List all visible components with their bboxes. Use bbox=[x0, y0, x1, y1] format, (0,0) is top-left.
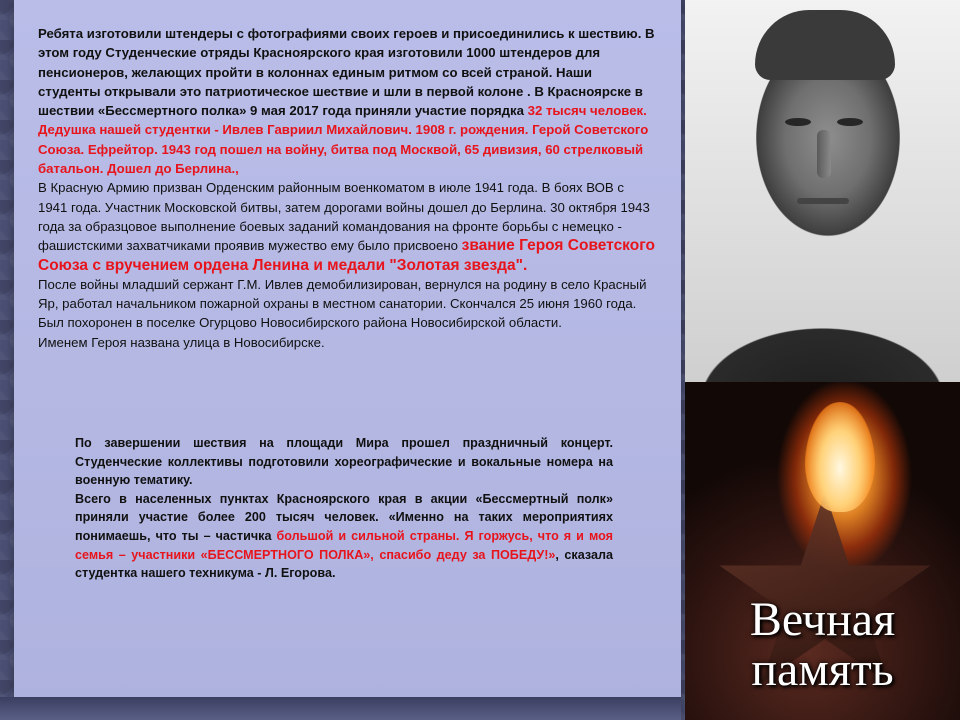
hero-title-award: звание Героя Советского Союза с вручением ордена Ленина и медали "Золотая звезда". bbox=[38, 237, 655, 274]
concert-paragraph: По завершении шествия на площади Мира прошел праздничный концерт. Студенческие коллективы подготовили хореографические и вокальные номера на военную тематику. bbox=[75, 436, 613, 488]
service-paragraph: В Красную Армию призван Орденским районным военкоматом в июле 1941 года. В боях ВОВ с 1941 года. Участник Московской битвы, затем дорогами войны дошел до Берлина. 30 октября 1943 года за образцовое выполнение боевых заданий командования на фронте борьбы с немецко - фашистскими захватчиками проявив мужество ему было присвоено звание Героя Советского Союза с вручением ордена Ленина и медали "Золотая звезда". bbox=[38, 180, 655, 274]
march-paragraph: Ребята изготовили штендеры с фотографиями своих героев и присоединились к шествию. В этом году Студенческие отряды Красноярского края изготовили 1000 штендеров для пенсионеров, желающих пройти в колоннах единым ритмом со всей страной. Наши студенты открывали это патриотическое шествие и шли в первой колоне . В Красноярске в шествии «Бессмертного полка» 9 мая 2017 года приняли участие порядка 32 тысяч человек. bbox=[38, 26, 655, 119]
student-quote: большой и сильной страны. Я горжусь, что я и моя семья – участники «БЕССМЕРТНОГО ПОЛКА», спасибо деду за ПОБЕДУ!» bbox=[75, 528, 613, 562]
bottom-strip bbox=[0, 697, 681, 720]
grandfather-paragraph: Дедушка нашей студентки - Ивлев Гавриил Михайлович. 1908 г. рождения. Герой Советского Союза. Ефрейтор. 1943 год пошел на войну, битва под Москвой, 65 дивизия, 60 стрелковый батальон. Дошел до Берлина., bbox=[38, 122, 649, 177]
caption-line-2: память bbox=[751, 643, 894, 696]
hero-story-text bbox=[38, 24, 656, 352]
participants-count: 32 тысяч человек. bbox=[527, 103, 647, 119]
caption-line-1: Вечная bbox=[749, 593, 896, 646]
quote-paragraph: Всего в населенных пунктах Красноярского края в акции «Бессмертный полк» приняли участие более 200 тысяч человек. «Именно на таких мероприятиях понимаешь, что ты – частичка большой и сильной страны. Я горжусь, что я и моя семья – участники «БЕССМЕРТНОГО ПОЛКА», спасибо деду за ПОБЕДУ!», сказала студентка нашего техникума - Л. Егорова. bbox=[75, 491, 613, 581]
concert-text bbox=[75, 434, 613, 583]
flame-icon bbox=[805, 402, 875, 512]
postwar-paragraph: После войны младший сержант Г.М. Ивлев демобилизирован, вернулся на родину в село Красный Яр, работал начальником пожарной охраны в местном санатории. Скончался 25 июня 1960 года. Был похоронен в поселке Огурцово Новосибирского района Новосибирской области. bbox=[38, 276, 647, 331]
hero-portrait-photo bbox=[685, 0, 960, 382]
street-paragraph: Именем Героя названа улица в Новосибирске. bbox=[38, 334, 325, 350]
